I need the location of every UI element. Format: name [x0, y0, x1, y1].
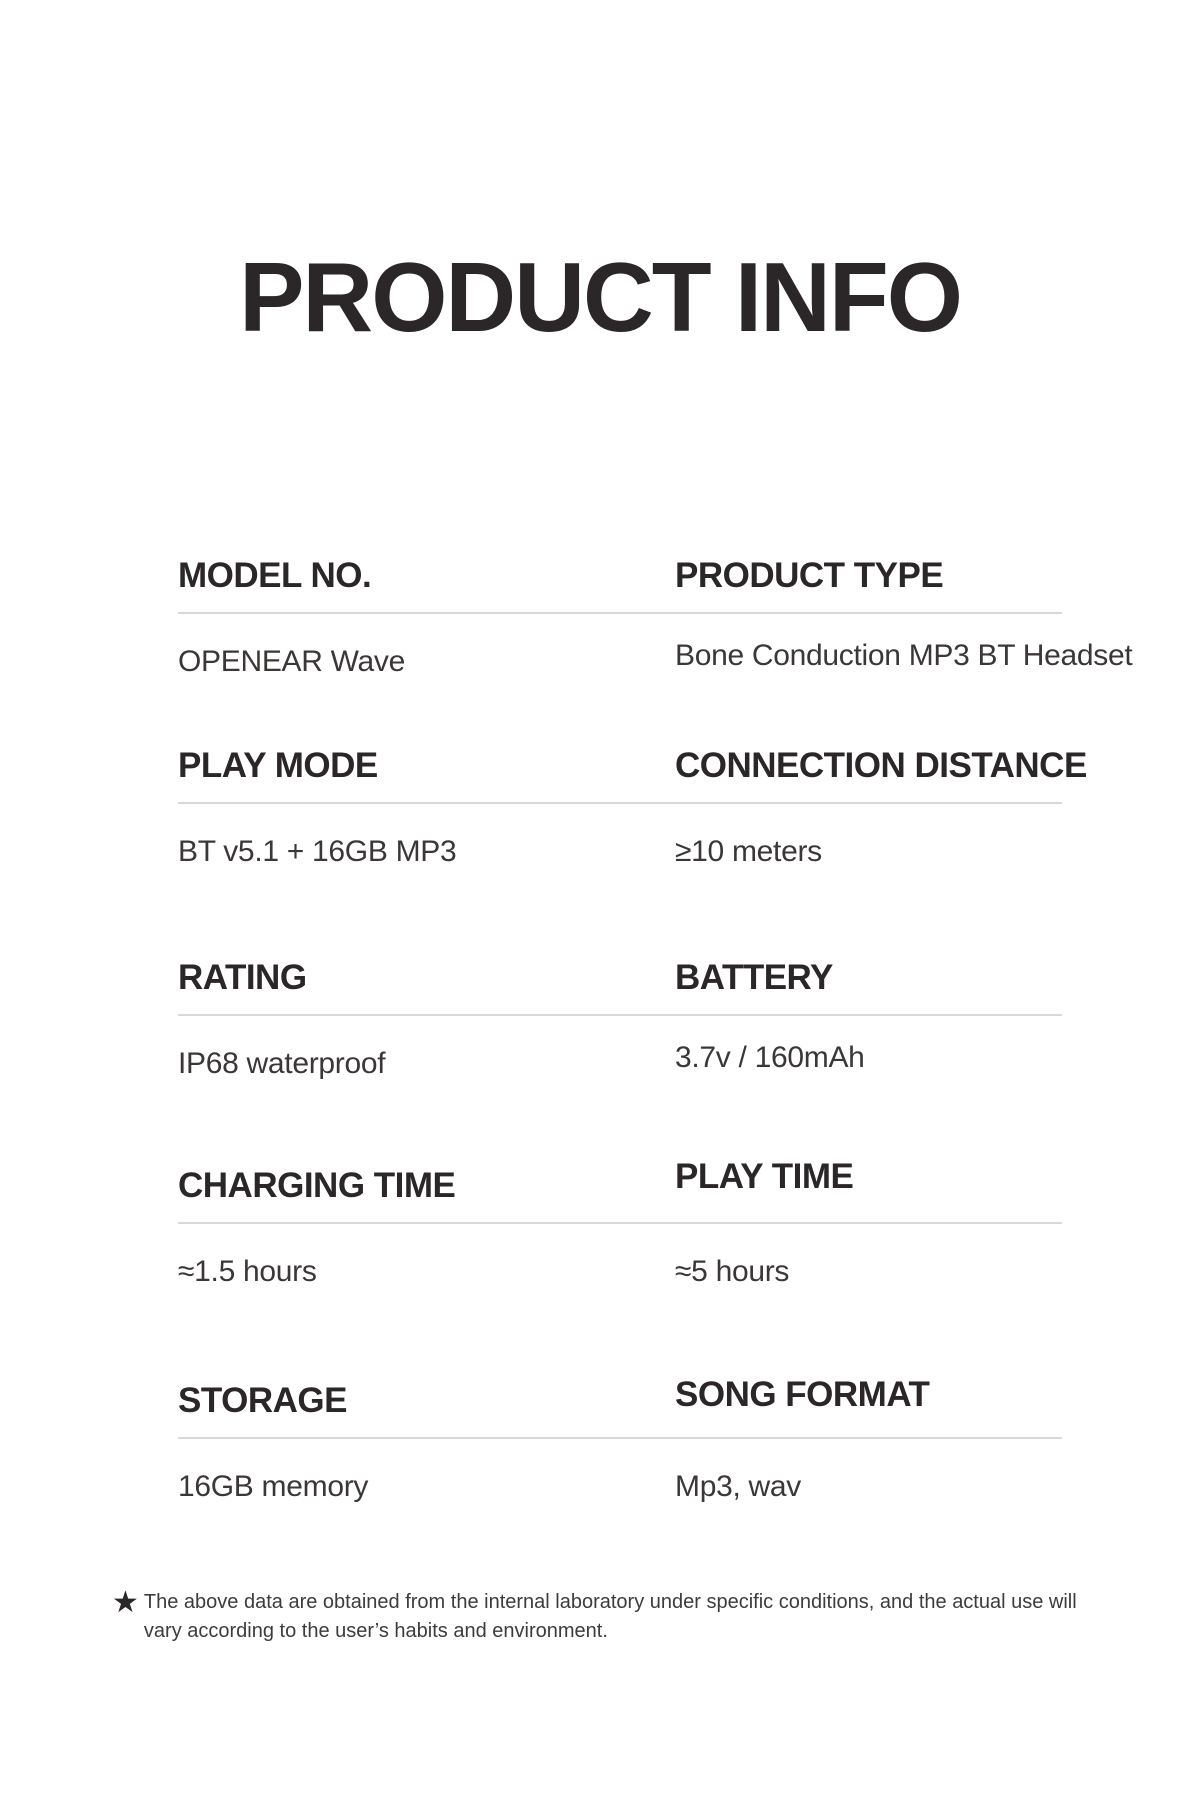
spec-divider — [178, 612, 1062, 614]
spec-label-line — [178, 1375, 1062, 1422]
spec-label: STORAGE — [178, 1381, 347, 1420]
spec-label-line — [178, 555, 1062, 597]
spec-label: CHARGING TIME — [178, 1166, 456, 1205]
spec-value: Bone Conduction MP3 BT Headset — [675, 639, 1133, 672]
spec-label-line — [178, 1157, 1062, 1207]
spec-divider — [178, 1014, 1062, 1016]
spec-value-line — [178, 832, 1062, 872]
spec-row — [178, 745, 1087, 872]
spec-label-line — [178, 957, 1062, 999]
spec-label: CONNECTION DISTANCE — [675, 746, 1087, 785]
spec-value-line — [178, 1252, 1062, 1292]
spec-row — [178, 957, 1062, 1084]
spec-divider — [178, 1222, 1062, 1224]
spec-row — [178, 555, 1133, 682]
star-icon: ★ — [112, 1586, 139, 1619]
spec-value: BT v5.1 + 16GB MP3 — [178, 835, 457, 868]
spec-label-line — [178, 745, 1087, 787]
spec-label: MODEL NO. — [178, 556, 372, 595]
spec-divider — [178, 802, 1062, 804]
spec-value: 16GB memory — [178, 1470, 369, 1503]
spec-label: PLAY TIME — [675, 1157, 854, 1196]
spec-value: Mp3, wav — [675, 1470, 801, 1503]
spec-value: ≈5 hours — [675, 1255, 790, 1288]
spec-label: BATTERY — [675, 958, 833, 997]
spec-value: ≥10 meters — [675, 835, 822, 868]
spec-label: RATING — [178, 958, 307, 997]
spec-value: ≈1.5 hours — [178, 1255, 317, 1288]
spec-label: PLAY MODE — [178, 746, 378, 785]
spec-value-line — [178, 1041, 1062, 1084]
spec-row — [178, 1157, 1062, 1292]
spec-label: SONG FORMAT — [675, 1375, 930, 1414]
spec-value: 3.7v / 160mAh — [675, 1041, 865, 1074]
spec-row — [178, 1375, 1062, 1507]
footnote-text: The above data are obtained from the internal laboratory under specific conditions, and the actual use will vary according to the user’s habits and environment. — [143, 1591, 1077, 1642]
spec-label: PRODUCT TYPE — [675, 556, 944, 595]
spec-value: IP68 waterproof — [178, 1047, 386, 1080]
spec-value-line — [178, 1467, 1062, 1507]
footnote — [112, 1588, 1102, 1646]
spec-value-line — [178, 639, 1133, 682]
spec-value: OPENEAR Wave — [178, 645, 406, 678]
spec-divider — [178, 1437, 1062, 1439]
page-title: PRODUCT INFO — [239, 242, 961, 352]
